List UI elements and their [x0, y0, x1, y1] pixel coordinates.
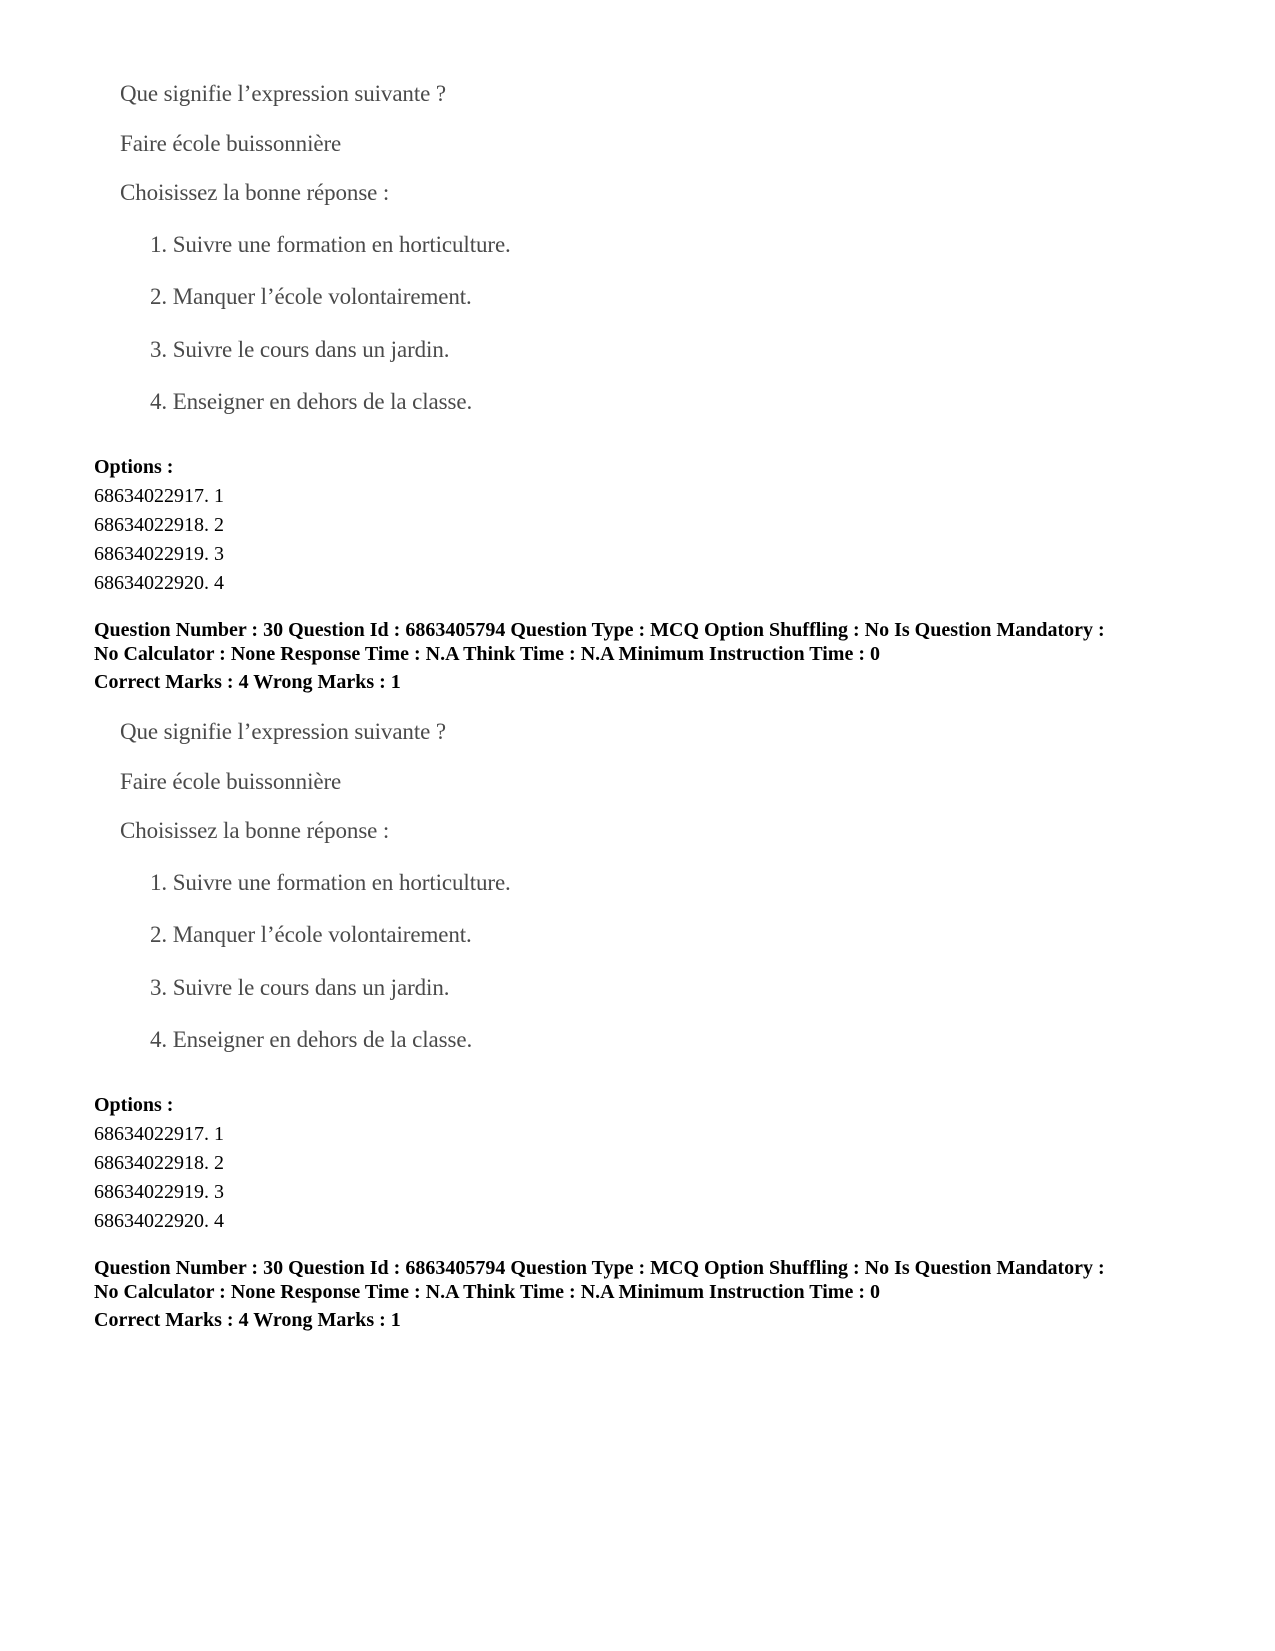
answer-choice-2: 2. Manquer l’école volontairement.: [150, 284, 472, 309]
options-title: Options :: [94, 1094, 174, 1116]
question-meta-1: [94, 618, 1214, 694]
option-row: 68634022920. 4: [94, 572, 224, 594]
question-meta-2: [94, 1256, 1214, 1332]
question-expression: Faire école buissonnière: [120, 131, 342, 156]
question-meta-line-1: Question Number : 30 Question Id : 6863405794 Question Type : MCQ Option Shuffling : No Is Question Mandatory :: [94, 619, 1105, 641]
question-instruction: Choisissez la bonne réponse :: [120, 180, 390, 205]
option-row: 68634022918. 2: [94, 1152, 224, 1174]
option-row: 68634022919. 3: [94, 1181, 224, 1203]
question-expression: Faire école buissonnière: [120, 769, 342, 794]
options-title: Options :: [94, 456, 174, 478]
answer-choice-3: 3. Suivre le cours dans un jardin.: [150, 337, 450, 362]
option-row: 68634022917. 1: [94, 485, 224, 507]
question-image-1: [120, 80, 680, 440]
option-row: 68634022918. 2: [94, 514, 224, 536]
answer-choice-4: 4. Enseigner en dehors de la classe.: [150, 1027, 473, 1052]
question-meta-line-2: No Calculator : None Response Time : N.A Think Time : N.A Minimum Instruction Time : 0: [94, 643, 880, 665]
answer-choice-4: 4. Enseigner en dehors de la classe.: [150, 389, 473, 414]
question-prompt: Que signifie l’expression suivante ?: [120, 719, 446, 744]
marks-line: Correct Marks : 4 Wrong Marks : 1: [94, 671, 401, 693]
question-prompt: Que signifie l’expression suivante ?: [120, 81, 446, 106]
question-meta-line-1: Question Number : 30 Question Id : 6863405794 Question Type : MCQ Option Shuffling : No Is Question Mandatory :: [94, 1257, 1105, 1279]
options-list-1: [94, 453, 224, 598]
answer-choice-1: 1. Suivre une formation en horticulture.: [150, 870, 511, 895]
option-row: 68634022920. 4: [94, 1210, 224, 1232]
question-image-2: [120, 718, 680, 1078]
marks-line: Correct Marks : 4 Wrong Marks : 1: [94, 1309, 401, 1331]
answer-choice-3: 3. Suivre le cours dans un jardin.: [150, 975, 450, 1000]
answer-choice-2: 2. Manquer l’école volontairement.: [150, 922, 472, 947]
question-meta-line-2: No Calculator : None Response Time : N.A Think Time : N.A Minimum Instruction Time : 0: [94, 1281, 880, 1303]
option-row: 68634022919. 3: [94, 543, 224, 565]
option-row: 68634022917. 1: [94, 1123, 224, 1145]
answer-choice-1: 1. Suivre une formation en horticulture.: [150, 232, 511, 257]
question-instruction: Choisissez la bonne réponse :: [120, 818, 390, 843]
options-list-2: [94, 1091, 224, 1236]
